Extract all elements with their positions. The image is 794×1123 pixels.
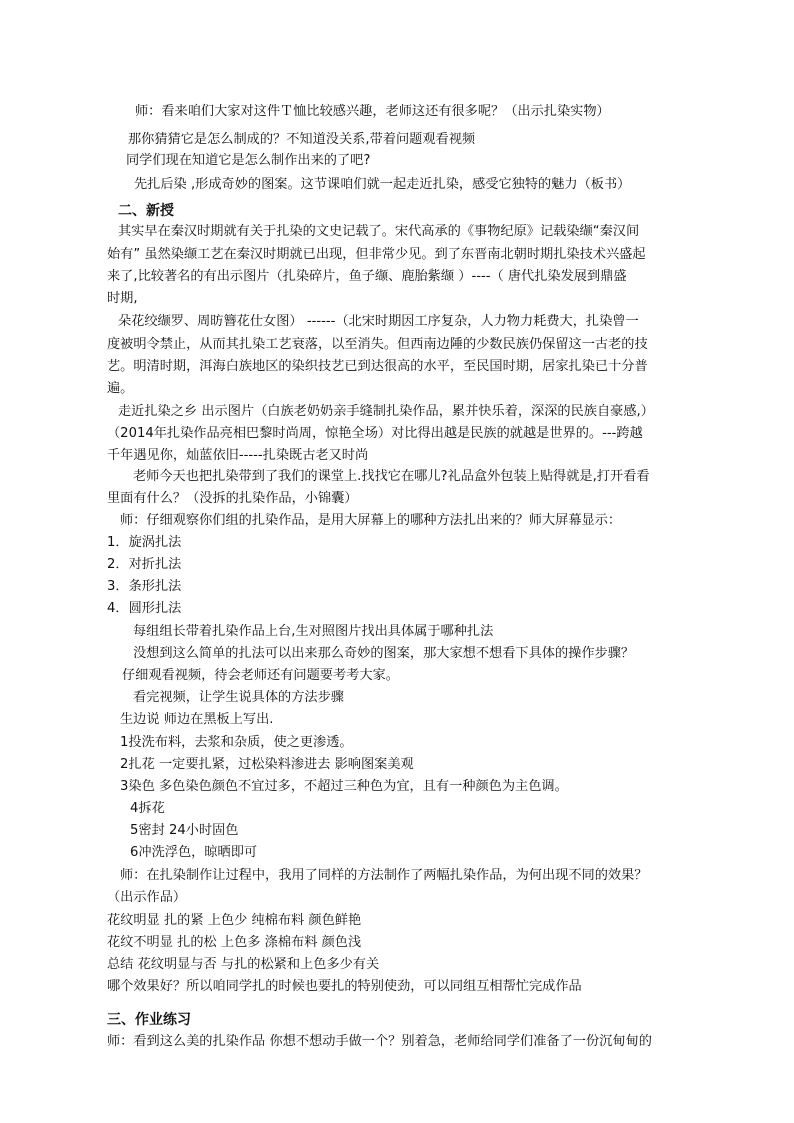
text-line: 1投洗布料，去浆和杂质，使之更渗透。 — [120, 735, 353, 750]
text-line: 先扎后染 ,形成奇妙的图案。这节课咱们就一起走近扎染，感受它独特的魅力（板书） — [134, 177, 631, 192]
text-line: 看完视频，让学生说具体的方法步骤 — [133, 690, 344, 705]
text-line: 哪个效果好？所以咱同学扎的时候也要扎的特别使劲，可以同组互相帮忙完成作品 — [107, 979, 582, 994]
text-line: 时期, — [107, 291, 138, 306]
text-line: 千年遇见你，灿蓝依旧-----扎染既古老又时尚 — [107, 448, 369, 463]
text-line: 花纹不明显 扎的松 上色多 涤棉布料 颜色浅 — [107, 935, 362, 950]
text-line: 5密封 24小时固色 — [130, 823, 239, 838]
text-line: 3．条形扎法 — [107, 579, 182, 594]
text-line: 老师今天也把扎染带到了我们的课堂上.找找它在哪儿?礼品盒外包装上贴得就是,打开看看 — [133, 469, 650, 484]
text-line: 花纹明显 扎的紧 上色少 纯棉布料 颜色鲜艳 — [107, 913, 362, 928]
text-line: 每组组长带着扎染作品上台,生对照图片找出具体属于哪种扎法 — [133, 624, 494, 639]
text-line: （出示作品） — [107, 890, 187, 905]
text-line: 里面有什么？（没拆的扎染作品，小锦囊） — [107, 491, 358, 506]
text-line: 师：看到这么美的扎染作品 你想不想动手做一个？别着急，老师给同学们准备了一份沉甸甸的 — [107, 1034, 652, 1049]
text-line: 遍。 — [107, 381, 134, 396]
text-line: （2014年扎染作品亮相巴黎时尚周，惊艳全场）对比得出越是民族的就越是世界的。---跨越 — [107, 426, 643, 441]
text-line: 师：仔细观察你们组的扎染作品，是用大屏幕上的哪种方法扎出来的？师大屏幕显示： — [120, 513, 622, 528]
text-line: 其实早在秦汉时期就有关于扎染的文史记载了。宋代高承的《事物纪原》记载染缬“秦汉间 — [118, 224, 640, 239]
text-line: 3染色 多色染色颜色不宜过多，不超过三种色为宜，且有一种颜色为主色调。 — [120, 779, 568, 794]
section-heading: 三、作业练习 — [107, 1012, 191, 1028]
text-line: 来了,比较著名的有出示图片（扎染碎片，鱼子缬、鹿胎紫缬 ）----（ 唐代扎染发展到鼎盛 — [107, 269, 627, 284]
text-line: 1．旋涡扎法 — [107, 535, 182, 550]
text-line: 走近扎染之乡 出示图片（白族老奶奶亲手缝制扎染作品，累并快乐着，深深的民族自豪感,） — [118, 404, 654, 419]
section-heading: 二、新授 — [118, 203, 174, 219]
text-line: 没想到这么简单的扎法可以出来那么奇妙的图案，那大家想不想看下具体的操作步骤？ — [133, 646, 635, 661]
text-line: 艺。明清时期，洱海白族地区的染织技艺已到达很高的水平，至民国时期，居家扎染已十分普 — [107, 359, 648, 374]
text-line: 总结 花纹明显与否 与扎的松紧和上色多少有关 — [107, 957, 380, 972]
text-line: 6冲洗浮色，晾晒即可 — [130, 845, 258, 860]
text-line: 仔细观看视频，待会老师还有问题要考考大家。 — [122, 668, 399, 683]
text-line: 那你猜猜它是怎么制成的？不知道没关系,带着问题观看视频 — [128, 132, 476, 147]
text-line: 师：看来咱们大家对这件Ｔ恤比较感兴趣，老师这还有很多呢？（出示扎染实物） — [135, 104, 610, 119]
text-line: 师：在扎染制作让过程中，我用了同样的方法制作了两幅扎染作品，为何出现不同的效果？ — [120, 868, 648, 883]
text-line: 始有” 虽然染缬工艺在秦汉时期就已出现，但非常少见。到了东晋南北朝时期扎染技术兴盛起 — [107, 247, 646, 262]
text-line: 2扎花 一定要扎紧，过松染料渗进去 影响图案美观 — [120, 757, 414, 772]
text-line: 4．圆形扎法 — [107, 601, 182, 616]
text-line: 同学们现在知道它是怎么制作出来的了吧? — [126, 153, 371, 168]
text-line: 2．对折扎法 — [107, 557, 182, 572]
text-line: 度被明令禁止，从而其扎染工艺衰落，以至消失。但西南边陲的少数民族仍保留这一古老的技 — [107, 337, 648, 352]
text-line: 4拆花 — [130, 801, 165, 816]
text-line: 生边说 师边在黑板上写出. — [120, 712, 274, 727]
text-line: 朵花绞缬罗、周昉簪花仕女图） ------（北宋时期因工序复杂，人力物力耗费大，扎染曾一 — [118, 314, 639, 329]
